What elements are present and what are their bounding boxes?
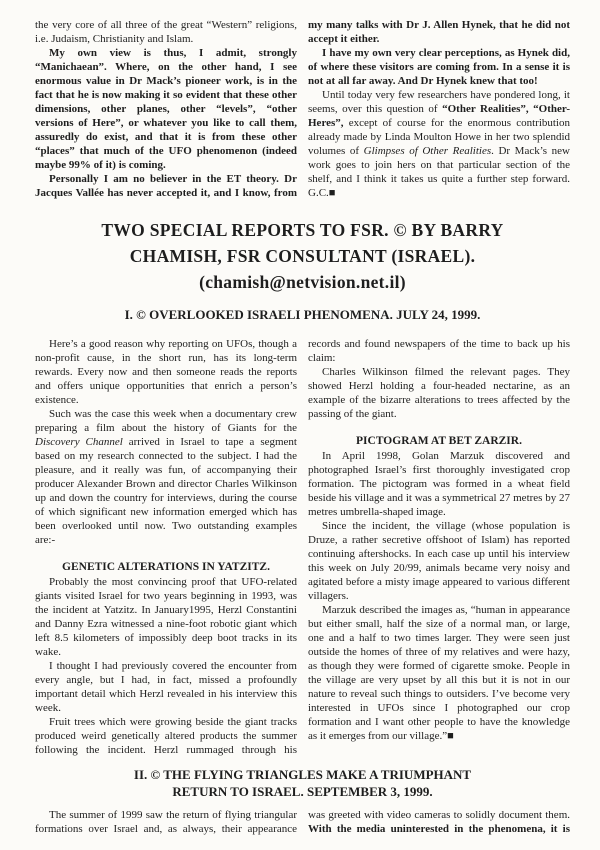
paragraph: [35, 407, 297, 547]
channel-name-italic: Discovery Channel: [35, 436, 123, 448]
paragraph: records and found newspapers of the time to back up his claim:: [308, 338, 570, 364]
paragraph-text-bold: With the media uninterested in the phenomena, it is: [308, 823, 570, 835]
paragraph: Probably the most convincing proof that UFO-related giants visited Israel for two years beginning in 1993, was the incident at Yatzitz. In January1995, Herzl Constantini and Danny Ezra witnessed a nine-foot robotic giant which left 8.5 kilometers of impossibly deep boot tracks in its wake.: [35, 576, 297, 658]
section-2-left-column: [35, 808, 297, 836]
subheading-bet-zarzir: PICTOGRAM AT BET ZARZIR.: [356, 435, 522, 447]
paragraph-text: except of course for the enormous contribution already made by Linda Moulton Howe in her two splendid volumes of: [308, 117, 570, 157]
paragraph-text: Such was the case this week when a documentary crew preparing a film about the history of Giants for the: [35, 408, 297, 434]
article-title: [35, 217, 570, 295]
paragraph: Personally I am no believer in the ET theory. Dr Jacques Vallée has never accepted it, and I know, from: [35, 173, 297, 199]
section-1-right-column: [308, 337, 570, 757]
paragraph: Charles Wilkinson filmed the relevant pages. They showed Herzl holding a four-headed nectarine, as an example of the bizarre alterations to trees affected by the passing of the giant.: [308, 366, 570, 420]
paragraph: Here’s a good reason why reporting on UFOs, though a non-profit cause, in the short run, has its long-term rewards. Every now and then someone reads the reports and offers unique opportunities that enrich a person’s existence.: [35, 338, 297, 406]
top-article-section: [35, 18, 570, 200]
article-title-line-1: TWO SPECIAL REPORTS TO FSR. © BY BARRY: [101, 220, 504, 240]
section-2-heading-line-2: RETURN TO ISRAEL. SEPTEMBER 3, 1999.: [172, 784, 433, 799]
section-1-body: [35, 337, 570, 757]
paragraph-text: was greeted with video cameras to solidly document them.: [308, 809, 570, 821]
book-title-italic: Glimpses of Other Realities: [363, 145, 492, 157]
article-title-line-2: CHAMISH, FSR CONSULTANT (ISRAEL).: [129, 246, 476, 266]
article-title-line-3-email: (chamish@netvision.net.il): [199, 272, 406, 292]
section-2-right-column: [308, 808, 570, 836]
paragraph: Since the incident, the village (whose population is Druze, a rather secretive offshoot of Islam) has reported continuing aftershocks. In each case up until his interview this week on July 20/99, animals became very noisy and agitated before a misty image appeared to various different villagers.: [308, 520, 570, 602]
subheading-yatzitz: GENETIC ALTERATIONS IN YATZITZ.: [62, 561, 270, 573]
top-right-column: [308, 18, 570, 200]
paragraph-text: . Dr Mack’s new work goes to join hers on that particular section of the shelf, and I think it takes us quite a further step forward. G.C.■: [308, 145, 570, 199]
paragraph: I have my own very clear perceptions, as Hynek did, of where these visitors are coming from. In a sense it is not at all far away. And Dr Hynek knew that too!: [308, 47, 570, 87]
section-2-body: [35, 808, 570, 836]
paragraph: In April 1998, Golan Marzuk discovered and photographed Israel’s first thoroughly investigated crop formation. The pictogram was formed in a wheat field beside his village and it was a symmetrical 27 metres by 27 metres umbrella-shaped image.: [308, 450, 570, 518]
paragraph: [308, 808, 570, 836]
section-1-left-column: [35, 337, 297, 757]
paragraph: [308, 88, 570, 200]
section-2-heading: [35, 766, 570, 800]
paragraph-text: arrived in Israel to tape a segment based on my research connected to the subject. I had the pleasure, and it really was fun, of accompanying their producer Alexander Brown and director Charles Wilkinson up and down the country for interviews, during the course of which significant new information emerged which has been overlooked until now. Two outstanding examples are:-: [35, 436, 297, 546]
section-2-heading-line-1: II. © THE FLYING TRIANGLES MAKE A TRIUMPHANT: [133, 767, 472, 782]
paragraph-text-bold: “Other Realities”, “Other-Heres”,: [308, 103, 570, 129]
paragraph: Fruit trees which were growing beside the giant tracks produced weird genetically altered products the summer following the incident. Herzl rummaged through his: [35, 716, 297, 756]
paragraph: my many talks with Dr J. Allen Hynek, that he did not accept it either.: [308, 19, 570, 45]
paragraph-text: Until today very few researchers have pondered long, it seems, over this question of: [308, 89, 570, 115]
paragraph: My own view is thus, I admit, strongly “Manichaean”. Where, on the other hand, I see enormous value in Dr Mack’s pioneer work, is in the fact that he is now making it so evident that these other dimensions, other planes, other “levels”, “other versions of Here”, or whatever you like to call them, assuredly do exist, and that it is from these other “places” that much of the UFO phenomenon (indeed maybe 99% of it) is coming.: [35, 47, 297, 171]
paragraph: I thought I had previously covered the encounter from every angle, but I had, in fact, missed a profoundly important detail which Herzl revealed in his interview this week.: [35, 660, 297, 714]
paragraph: the very core of all three of the great “Western” religions, i.e. Judaism, Christianity and Islam.: [35, 19, 297, 45]
paragraph: The summer of 1999 saw the return of flying triangular formations over Israel and, as always, their appearance: [35, 809, 297, 835]
section-1-heading: I. © OVERLOOKED ISRAELI PHENOMENA. JULY 24, 1999.: [124, 307, 481, 322]
paragraph: Marzuk described the images as, “human in appearance but either small, half the size of a normal man, or large, one and a half to two times larger. They were seen just outside the homes of three of my relatives and were hazy, as though they were formed of cigarette smoke. People in the village are very upset by all this but it is not in our nature to reveal such things to outsiders. I’ve become very interested in UFOs since I photographed our crop formation and I want other people to have the knowledge as it emerges from our village.”■: [308, 604, 570, 742]
top-left-column: [35, 18, 297, 200]
